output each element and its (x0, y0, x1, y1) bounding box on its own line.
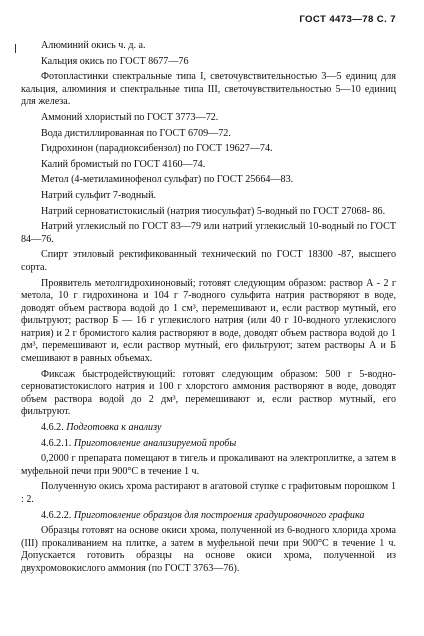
fixer-paragraph: Фиксаж быстродействующий: готовят следующим образом: 500 г 5-водно-серноватистокислого натрия и 100 г хлорстого аммония растворяют в воде, доводят объем раствора водой до 2 дм³, перемешивают и, если раствор мутный, его фильтруют. (21, 368, 396, 418)
section-heading-4-6-2-1 (21, 438, 396, 451)
reagent-line: Натрий сульфит 7-водный. (41, 189, 156, 201)
reagent-line: Натрий серноватистокислый (натрия тиосульфат) 5-водный по ГОСТ 27068- 86. (41, 205, 386, 217)
margin-mark (15, 44, 16, 53)
reagent-line: Алюминий окись ч. д. а. (41, 40, 146, 51)
grinding-paragraph: Полученную окись хрома растирают в агатовой ступке с графитовым порошком 1 : 2. (21, 481, 396, 505)
section-number: 4.6.2.2. (41, 509, 72, 521)
section-title: Подготовка к анализу (66, 422, 162, 434)
reagent-line: Спирт этиловый ректификованный технический по ГОСТ 18300 -87, высшего сорта. (21, 249, 396, 273)
section-number: 4.6.2.1. (41, 437, 72, 449)
section-heading-4-6-2 (21, 422, 396, 435)
reagent-line: Аммоний хлористый по ГОСТ 3773—72. (41, 111, 219, 123)
sample-prep-paragraph: 0,2000 г препарата помещают в тигель и прокаливают на электроплитке, а затем в муфельной печи при 900°С в течение 1 ч. (21, 453, 396, 477)
calibration-paragraph: Образцы готовят на основе окиси хрома, полученной из 6-водного хлорида хрома (III) прокаливанием на плитке, а затем в муфельной печи при 900°С в течение 1 ч. Допускается готовить образцы на основе окиси хрома, полученной из двухромовокислого аммония (по ГОСТ 3763—76). (21, 525, 396, 574)
section-title: Приготовление анализируемой пробы (73, 437, 237, 449)
reagent-line: Натрий углекислый по ГОСТ 83—79 или натрий углекислый 10-водный по ГОСТ 84—76. (21, 221, 396, 245)
reagent-line: Калий бромистый по ГОСТ 4160—74. (41, 158, 206, 170)
reagent-line: Кальция окись по ГОСТ 8677—76 (41, 55, 189, 67)
developer-paragraph: Проявитель метолгидрохиноновый; готовят следующим образом: раствор А - 2 г метола, 10 г гидрохинона и 104 г 7-водного сульфита натрия растворяют в воде, доводят объем раствора водой до 1 см³, перемешивают и, если раствор мутный, его фильтруют; раствор Б — 16 г углекислого натрия (или 40 г 10-водного углекислого натрия) и 2 г бромистого калия растворяют в воде, доводят объем раствора водой до 1 дм³, перемешивают и, если раствор мутный, его фильтруют; затем растворы А и Б смешивают в равных объемах. (21, 277, 396, 365)
reagent-line: Фотопластинки спектральные типа I, светочувствительностью 3—5 единиц для кальция, алюминия и спектральные типа III, светочувствительностью 5—10 единиц для железа. (21, 71, 396, 108)
reagent-line: Вода дистиллированная по ГОСТ 6709—72. (41, 127, 231, 139)
section-number: 4.6.2. (41, 422, 64, 434)
reagent-line: Метол (4-метиламинофенол сульфат) по ГОСТ 25664—83. (41, 174, 294, 186)
page-header: ГОСТ 4473—78 С. 7 (299, 14, 396, 25)
reagent-line: Гидрохинон (парадиоксибензол) по ГОСТ 19627—74. (41, 143, 273, 155)
document-body (21, 40, 396, 579)
section-title: Приготовление образцов для построения градуировочного графика (73, 509, 365, 521)
section-heading-4-6-2-2 (21, 510, 396, 523)
